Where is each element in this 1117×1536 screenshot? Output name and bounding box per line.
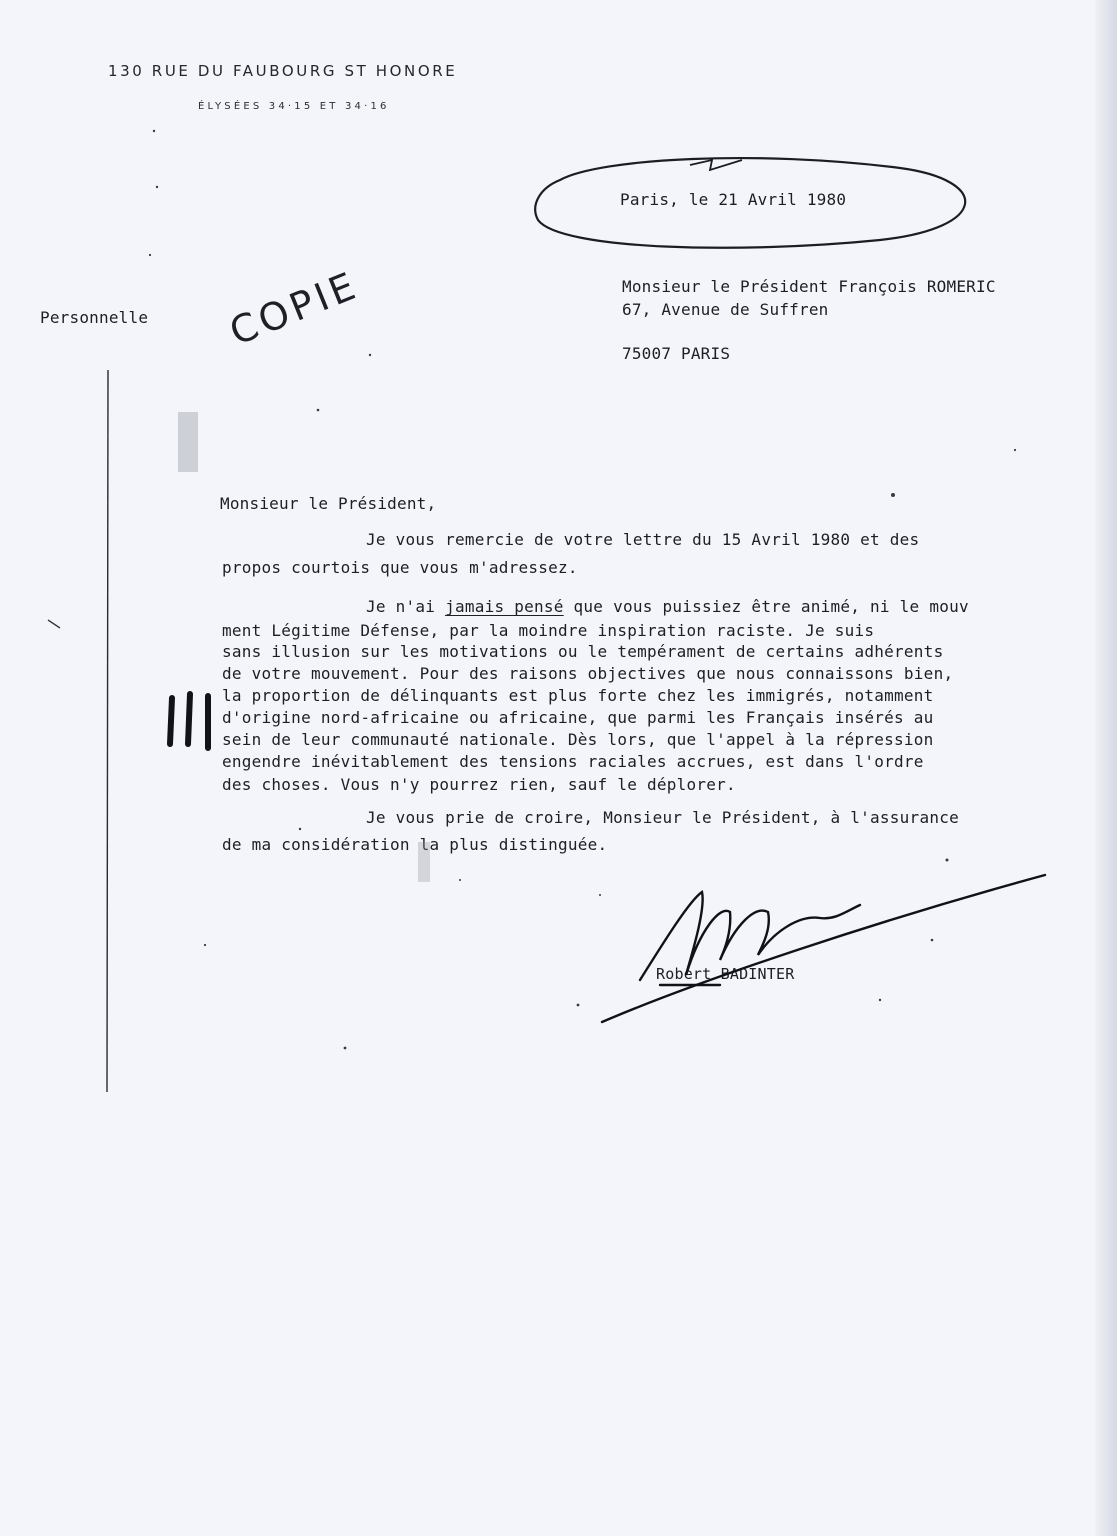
p2-line-1a: Je n'ai: [366, 597, 446, 616]
underlined-phrase: jamais pensé: [445, 597, 564, 616]
recipient-line-3: 75007 PARIS: [622, 344, 731, 363]
scan-edge-shadow: [1095, 0, 1117, 1536]
p2-line-9: des choses. Vous n'y pourrez rien, sauf le déplorer.: [222, 775, 736, 794]
salutation: Monsieur le Président,: [220, 494, 437, 513]
p1-line-1: Je vous remercie de votre lettre du 15 Avril 1980 et des: [366, 530, 920, 549]
p2-line-7: sein de leur communauté nationale. Dès lors, que l'appel à la répression: [222, 730, 934, 749]
date-line: Paris, le 21 Avril 1980: [620, 190, 847, 209]
p2-line-1b: que vous puissiez être animé, ni le mouv: [563, 597, 969, 616]
p2-line-8: engendre inévitablement des tensions raciales accrues, est dans l'ordre: [222, 752, 924, 771]
p2-line-6: d'origine nord-africaine ou africaine, que parmi les Français insérés au: [222, 708, 934, 727]
p1-line-2: propos courtois que vous m'adressez.: [222, 558, 578, 577]
letterhead-phone: ÉLYSÉES 34·15 ET 34·16: [198, 101, 390, 112]
personnelle-marking: Personnelle: [40, 308, 149, 327]
closing-line-1: Je vous prie de croire, Monsieur le Président, à l'assurance: [366, 808, 959, 827]
p2-line-5: la proportion de délinquants est plus forte chez les immigrés, notamment: [222, 686, 934, 705]
p2-line-2: ment Légitime Défense, par la moindre inspiration raciste. Je suis: [222, 621, 875, 640]
recipient-line-2: 67, Avenue de Suffren: [622, 300, 829, 319]
copie-stamp: COPIE: [223, 262, 365, 354]
recipient-line-1: Monsieur le Président François ROMERIC: [622, 277, 996, 296]
p2-line-4: de votre mouvement. Pour des raisons objectives que nous connaissons bien,: [222, 664, 954, 683]
letterhead-address: 130 RUE DU FAUBOURG ST HONORE: [108, 62, 458, 80]
left-margin-line: [107, 370, 108, 1092]
signature: [602, 875, 1045, 1022]
closing-line-2: de ma considération la plus distinguée.: [222, 835, 608, 854]
margin-tally-marks: [170, 694, 208, 748]
copy-speckles: [48, 130, 1016, 1050]
signature-name: Robert BADINTER: [656, 965, 795, 983]
p2-line-3: sans illusion sur les motivations ou le tempérament de certains adhérents: [222, 642, 944, 661]
